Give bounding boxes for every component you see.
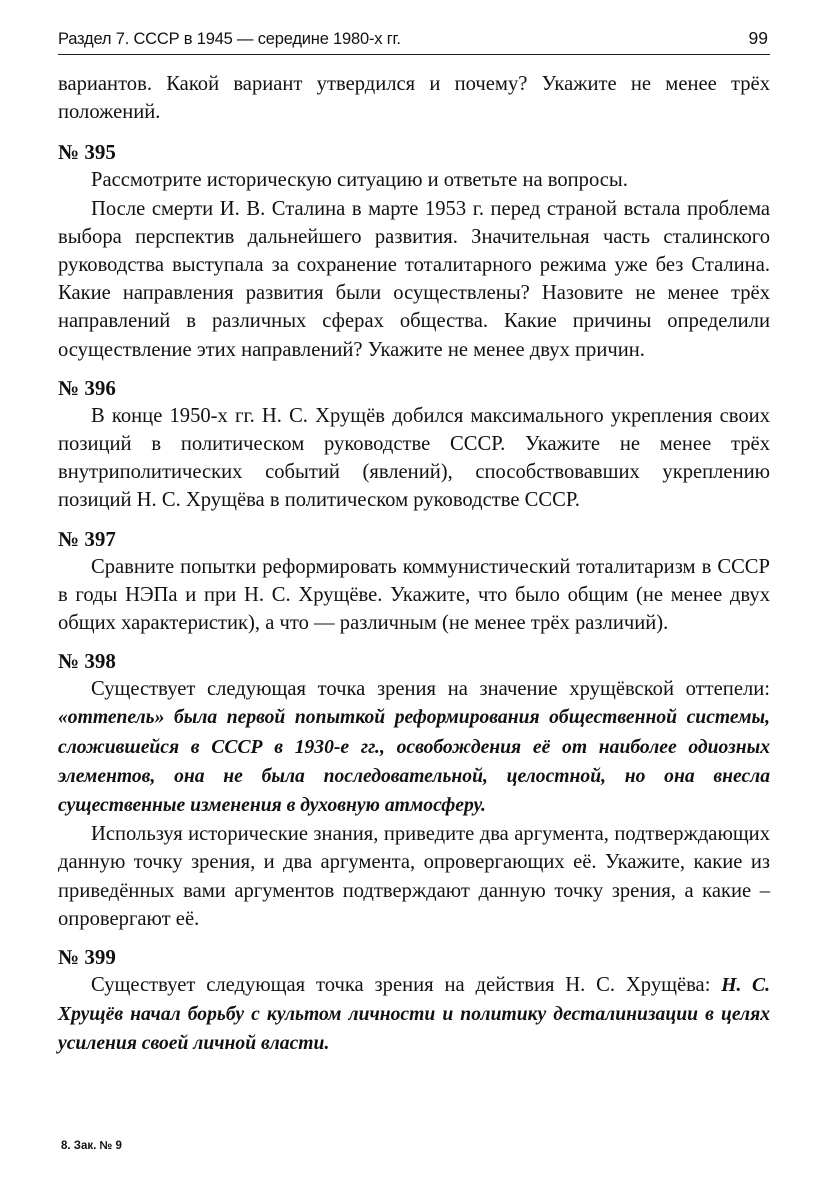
task-395-text: После смерти И. В. Сталина в марте 1953 г. перед страной встала проблема выбора перспектив дальнейшего развития. Значительная часть сталинского руководства выступала за сохранение тоталитарного режима уже без Сталина. Какие направления развития были осуществлены? Назовите не менее трёх направлений в различных сферах общества. Какие причины определили осуществление этих направлений? Укажите не менее двух причин. (58, 197, 770, 361)
running-header (58, 28, 770, 55)
task-number-399: № 399 (58, 945, 116, 970)
task-395-instruction: Рассмотрите историческую ситуацию и ответьте на вопросы. (91, 169, 628, 192)
task-number-397: № 397 (58, 526, 116, 551)
task-396-text: В конце 1950-х гг. Н. С. Хрущёв добился максимального укрепления своих позиций в политическом руководстве СССР. Укажите не менее трёх внутриполитических событий (явлений), способствовавших укреплению позиций Н. С. Хрущёва в политическом руководстве СССР. (58, 404, 770, 512)
print-signature: 8. Зак. № 9 (61, 1140, 122, 1152)
page-number: 99 (748, 28, 768, 48)
task-398-question: Используя исторические знания, приведите два аргумента, подтверждающих данную точку зрения, и два аргумента, опровергающих её. Укажите, какие из приведённых вами аргументов подтверждают данную точку зрения, а какие – опровергают её. (58, 823, 770, 930)
task-number-396: № 396 (58, 375, 116, 400)
page-content (58, 70, 770, 1059)
task-399-lead: Существует следующая точка зрения на действия Н. С. Хрущёва: (91, 974, 722, 997)
intro-text: вариантов. Какой вариант утвердился и почему? Укажите не менее трёх положений. (58, 73, 770, 124)
task-398-lead: Существует следующая точка зрения на значение хрущёвской оттепели: (91, 678, 770, 701)
section-title: Раздел 7. СССР в 1945 — середине 1980-х гг. (58, 30, 401, 48)
task-399-quote: Н. С. Хрущёв начал борьбу с культом личности и политику десталинизации в целях усиления своей личной власти. (58, 975, 770, 1055)
task-number-398: № 398 (58, 649, 116, 674)
task-397-text: Сравните попытки реформировать коммунистический тоталитаризм в СССР в годы НЭПа и при Н. С. Хрущёве. Укажите, что было общим (не менее двух общих характеристик), а что — различным (не менее трёх различий). (58, 555, 770, 635)
task-number-395: № 395 (58, 140, 116, 165)
task-398-viewpoint (58, 675, 770, 820)
task-398-quote: «оттепель» была первой попыткой реформирования общественной системы, сложившейся в СССР в 1930-е гг., освобождения её от наиболее одиозных элементов, она не была последовательной, целостной, но она внесла существенные изменения в духовную атмосферу. (58, 707, 770, 817)
task-399-viewpoint (58, 971, 770, 1059)
